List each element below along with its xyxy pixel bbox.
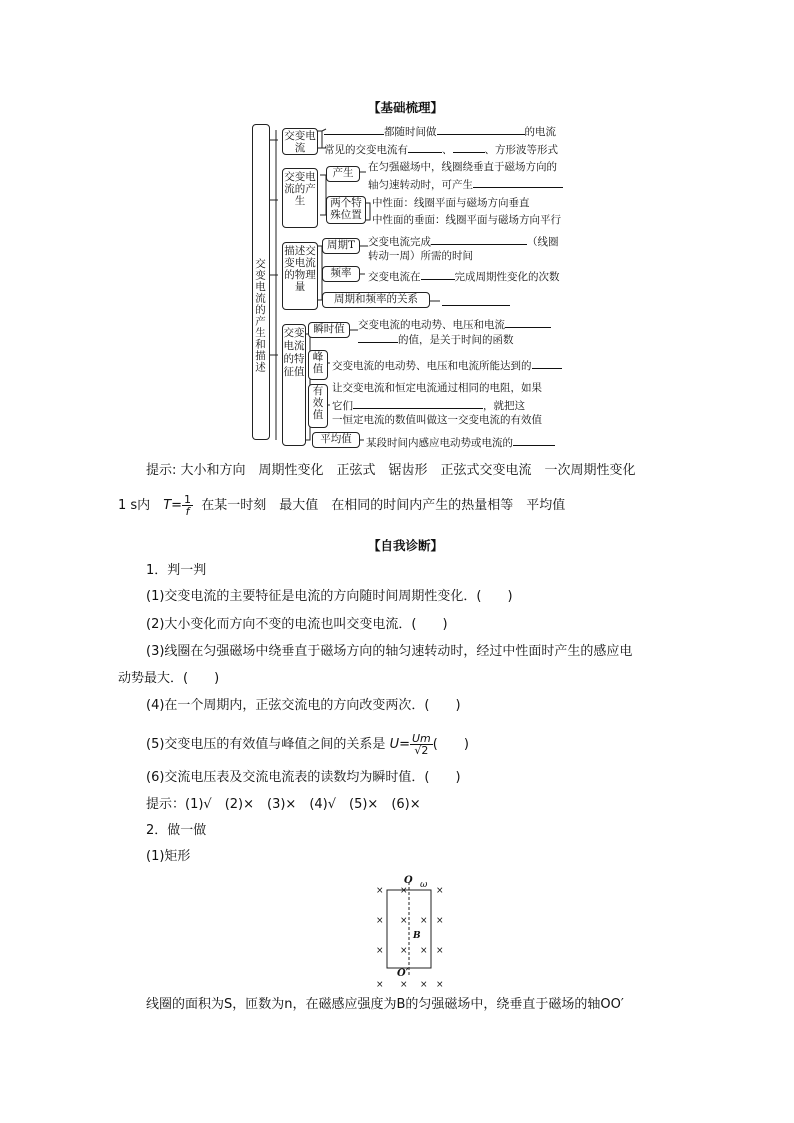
field-cross: × [376, 886, 384, 896]
label-omega: ω [420, 880, 428, 890]
field-cross: × [376, 980, 384, 990]
field-cross: × [376, 946, 384, 956]
question-6: (6)交流电压表及交流电流表的读数均为瞬时值．( ) [146, 770, 461, 785]
question-3b: 动势最大．( ) [118, 671, 220, 686]
field-cross: × [420, 980, 428, 990]
formula-fraction: $\frac{1}{f}$ [184, 493, 192, 518]
ac-def: 都随时间做 的电流 [324, 123, 556, 139]
label-O-prime: O′ [397, 968, 409, 979]
question-4: (4)在一个周期内，正弦交流电的方向改变两次．( ) [146, 698, 461, 713]
question-2: (2)大小变化而方向不变的电流也叫交变电流．( ) [146, 617, 448, 632]
relation-blank [442, 294, 510, 310]
field-cross: × [436, 886, 444, 896]
field-cross: × [436, 946, 444, 956]
node-special-positions: 两个特殊位置 [326, 196, 366, 224]
freq-text: 交变电流在 完成周期性变化的次数 [368, 268, 560, 284]
field-cross: × [436, 980, 444, 990]
node-quantities: 描述交变电流的物理量 [282, 242, 318, 310]
eff-text3: 一恒定电流的数值叫做这一交变电流的有效值 [332, 414, 542, 426]
period-text1: 交变电流完成 （线圈 [368, 233, 559, 249]
q-title2: 2．做一做 [146, 823, 207, 838]
avg-text: 某段时间内感应电动势或电流的 [366, 434, 555, 450]
hint-line2: 1 s内 T= $\frac{1}{f}$ 在某一时刻 最大值 在相同的时间内产生的热量相等 平均值 [118, 493, 566, 518]
node-ac: 交变电流 [282, 128, 318, 155]
q-sub1: (1)矩形 [146, 849, 191, 864]
answers: 提示：(1)√ (2)× (3)× (4)√ (5)× (6)× [146, 797, 421, 812]
eff-text2: 它们 ，就把这 [332, 397, 525, 413]
heading-basic: 【基础梳理】 [368, 100, 444, 115]
node-relation: 周期和频率的关系 [322, 292, 430, 308]
node-generation: 交变电流的产生 [282, 168, 318, 228]
last-line: 线圈的面积为S，匝数为n，在磁感应强度为B的匀强磁场中，绕垂直于磁场的轴OO′ [146, 997, 624, 1012]
field-cross: × [400, 916, 408, 926]
label-O: O [404, 875, 413, 886]
period-text3: 转动一周）所需的时间 [368, 250, 473, 262]
instant-text2: 的值，是关于时间的函数 [358, 331, 514, 347]
node-produce: 产生 [326, 166, 360, 182]
question-5: (5)交变电压的有效值与峰值之间的关系是 U= $\frac{Um}{√2}$ ( ) [146, 732, 469, 757]
q5-fraction: $\frac{Um}{√2}$ [411, 732, 431, 757]
root-node: 交变电流的产生和描述 [252, 124, 270, 440]
field-cross: × [400, 886, 408, 896]
label-B: B [413, 931, 421, 941]
field-cross: × [400, 980, 408, 990]
ac-types: 常见的交变电流有 、 、方形波等形式 [324, 141, 558, 157]
peak-text: 交变电流的电动势、电压和电流所能达到的 [332, 357, 562, 373]
node-peak: 峰值 [308, 350, 328, 380]
field-cross: × [376, 916, 384, 926]
neutral-perp: 中性面的垂面：线圈平面与磁场方向平行 [372, 214, 561, 226]
produce-text1: 在匀强磁场中，线圈绕垂直于磁场方向的 [368, 161, 557, 173]
hint-line1: 提示: 大小和方向 周期性变化 正弦式 锯齿形 正弦式交变电流 一次周期性变化 [146, 463, 636, 478]
node-frequency: 频率 [322, 266, 360, 282]
heading-self: 【自我诊断】 [368, 538, 444, 553]
produce-text2: 轴匀速转动时，可产生 [368, 176, 563, 192]
node-effective: 有效值 [308, 384, 328, 428]
neutral-plane: 中性面：线圈平面与磁场方向垂直 [372, 197, 530, 209]
field-cross: × [436, 916, 444, 926]
field-cross: × [400, 946, 408, 956]
question-1: (1)交变电流的主要特征是电流的方向随时间周期性变化．( ) [146, 589, 513, 604]
node-period: 周期T [322, 238, 360, 254]
instant-text1: 交变电流的电动势、电压和电流 [358, 316, 551, 332]
node-characteristic: 交变电流的特征值 [282, 324, 306, 446]
node-average: 平均值 [312, 432, 360, 448]
eff-text1: 让交变电流和恒定电流通过相同的电阻，如果 [332, 382, 542, 394]
q-title1: 1．判一判 [146, 563, 207, 578]
node-instant: 瞬时值 [308, 322, 350, 338]
question-3a: (3)线圈在匀强磁场中绕垂直于磁场方向的轴匀速转动时，经过中性面时产生的感应电 [146, 644, 633, 659]
field-cross: × [420, 916, 428, 926]
field-cross: × [420, 946, 428, 956]
